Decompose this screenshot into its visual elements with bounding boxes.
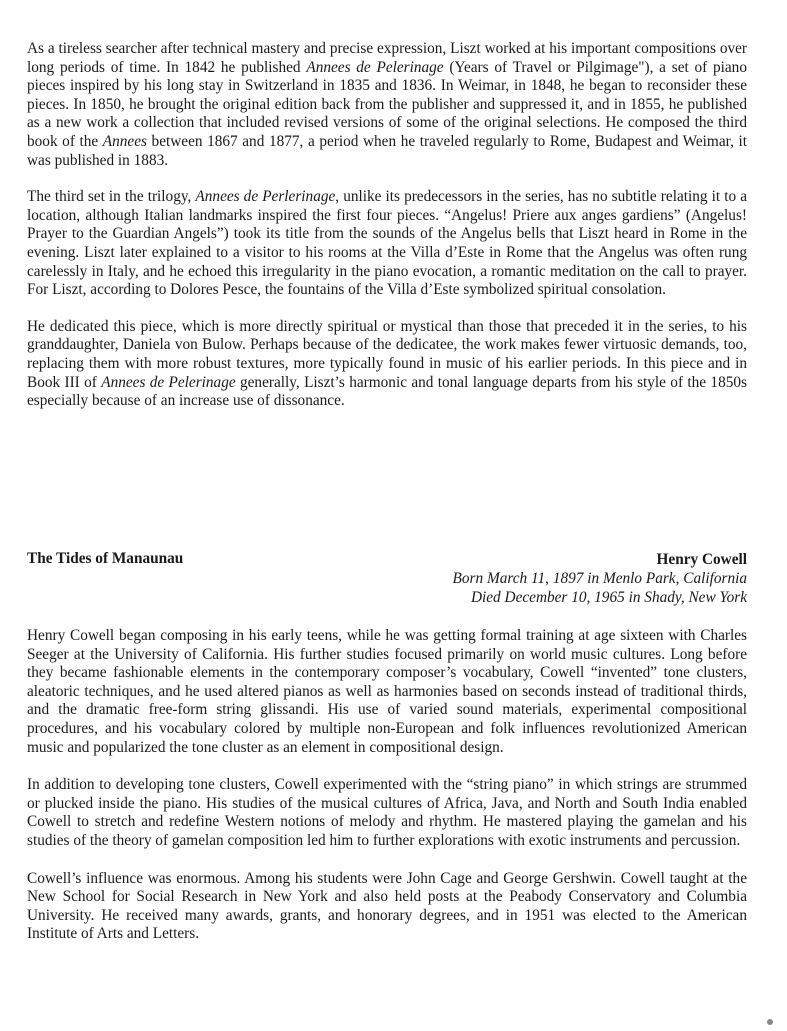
liszt-paragraph-2: The third set in the trilogy, Annees de Perlerinage, unlike its predecessors in the series, has no subtitle relating it to a location, although Italian landmarks inspired the first four pieces. “Angelus! Priere aux anges gardiens” (Angelus! Prayer to the Guardian Angels”) took its title from the sounds of the Angelus bells that Liszt heard in Rome in the evening. Liszt later explained to a visitor to his rooms at the Villa d’Este in Rome that the Angelus was often rung carelessly in Italy, and he echoed this irregularity in the piano evocation, a romantic meditation on the call to prayer. For Liszt, according to Dolores Pesce, the fountains of the Villa d’Este symbolized spiritual consolation. [27,188,747,299]
work-title-italic: Annees de Pelerinage [101,373,236,391]
work-title-italic: Annees [102,132,147,150]
work-title-italic: Annees de Perlerinage [195,188,336,206]
composer-name: Henry Cowell [656,551,747,568]
liszt-notes [27,40,747,411]
cowell-paragraph-1: Henry Cowell began composing in his early teens, while he was getting formal training at age sixteen with Charles Seeger at the University of California. His further studies focused primarily on world music cultures. Long before they became fashionable elements in the contemporary composer’s vocabulary, Cowell “invented” tone clusters, aleatoric techniques, and he used altered pianos as well as harmonies based on seconds instead of traditional thirds, and the dramatic free-form string glissandi. His use of varied sound materials, experimental compositional procedures, and his vocabulary colored by multiple non-European and folk influences revolutionized American music and popularized the tone cluster as an element in compositional design. [27,627,747,756]
composer-info [453,550,747,607]
scan-dot-mark [767,1019,773,1025]
piece-title: The Tides of Manaunau [27,550,184,567]
cowell-section-header [27,550,747,610]
cowell-notes [27,627,747,944]
composer-birth: Born March 11, 1897 in Menlo Park, California [452,570,747,587]
cowell-paragraph-3: Cowell’s influence was enormous. Among his students were John Cage and George Gershwin. Cowell taught at the New School for Social Research in New York and also held posts at the Peabody Conservatory and Columbia University. He received many awards, grants, and honorary degrees, and in 1951 was elected to the American Institute of Arts and Letters. [27,869,747,943]
work-title-italic: Annees de Pelerinage [306,58,444,76]
composer-death: Died December 10, 1965 in Shady, New York [470,589,747,606]
liszt-paragraph-1: As a tireless searcher after technical mastery and precise expression, Liszt worked at his important compositions over long periods of time. In 1842 he published Annees de Pelerinage (Years of Travel or Pilgimage"), a set of piano pieces inspired by his long stay in Switzerland in 1835 and 1836. In Weimar, in 1848, he began to reconsider these pieces. In 1850, he brought the original edition back from the publisher and suppressed it, and in 1855, he published as a new work a collection that included revised versions of some of the original selections. He composed the third book of the Annees between 1867 and 1877, a period when he traveled regularly to Rome, Budapest and Weimar, it was published in 1883. [27,40,748,169]
liszt-paragraph-3: He dedicated this piece, which is more directly spiritual or mystical than those that preceded it in the series, to his granddaughter, Daniela von Bulow. Perhaps because of the dedicatee, the work makes fewer virtuosic demands, too, replacing them with more robust textures, more typically found in music of his earlier periods. In this piece and in Book III of Annees de Pelerinage generally, Liszt’s harmonic and tonal language departs from his style of the 1850s especially because of an increase use of dissonance. [27,317,747,410]
cowell-paragraph-2: In addition to developing tone clusters, Cowell experimented with the “string piano” in which strings are strummed or plucked inside the piano. His studies of the musical cultures of Africa, Java, and North and South India enabled Cowell to stretch and redefine Western notions of melody and rhythm. He mastered playing the gamelan and his studies of the theory of gamelan composition led him to further explorations with exotic instruments and percussion. [27,776,747,849]
